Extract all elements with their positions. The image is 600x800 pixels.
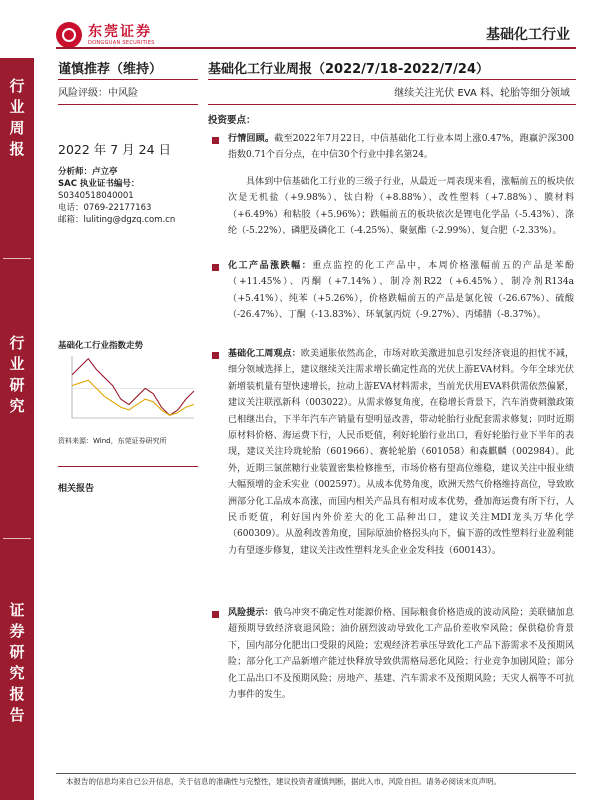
rating-title: 谨慎推荐（维持） [58,62,163,77]
chart-axes [72,356,194,418]
risk-divider [58,104,198,105]
bullet-icon [212,264,219,271]
report-date: 2022 年 7 月 24 日 [58,142,172,157]
chart-series-line-2 [72,380,194,415]
analyst-info [58,166,175,226]
sidebar-divider [3,258,31,259]
bullet-icon [212,137,219,144]
risk-warning-text: 俄乌冲突不确定性对能源价格、国际粮食价格造成的波动风险；美联储加息超预期导致经济衰退风险；油价剧烈波动导致化工产品价差收窄风险；保供稳价背景下，国内部分化肥出口受限的风险；宏观经济若承压导致化工产品下游需求不及预期风险；部分化工产品新增产能过快释放导致供需格局恶化风险；行业竞争加剧风险；部分化工品出口不及预期风险；房地产、基建、汽车需求不及预期风险；天灾人祸等不可抗力事件的发生。 [228,608,574,701]
report-subtitle: 继续关注光伏 EVA 料、轮胎等细分领域 [394,88,570,99]
weekly-view-lead: 基础化工周观点： [228,349,301,359]
bullet-icon [212,611,219,618]
industry-heading: 基础化工行业 [486,27,570,43]
product-change-text: 重点监控的化工产品中，本周价格涨幅前五的产品是苯酚（+11.45%）、丙酮（+7.14%）、制冷剂R22（+6.45%）、制冷剂R134a（+5.41%）、纯苯（+5.26%），价格跌幅前五的产品是氯化铵（-26.67%）、硫酸（-26.47%）、丁酮（-13.83%）、环氧氯丙烷（-9.27%）、丙烯腈（-8.37%）。 [228,261,574,321]
logo-name-en: DONGGUAN SECURITIES [88,40,155,46]
sac-label: SAC 执业证书编号： [58,179,140,189]
sidebar-label-research: 行 业 研 究 [9,334,25,415]
footer-divider [56,773,576,774]
market-review-paragraph [228,131,574,164]
chart-title: 基础化工行业指数走势 [58,341,144,351]
rating-divider [58,79,198,80]
sidebar-label-report: 证 券 研 究 报 告 [9,601,25,724]
logo-emblem-icon [56,22,82,48]
weekly-view-text: 欧美通胀依然高企，市场对欧美激进加息引发经济衰退的担忧不减，细分领域选择上，建议继续关注需求增长确定性高的光伏上游EVA材料。今年全球光伏新增装机量有望快速增长，拉动上游EVA材料需求，当前光伏用EVA料供需依然偏紧，建议关注联泓新科（003022）。从需求修复角度，在稳增长背景下，汽车消费刺激政策已相继出台，下半年汽车产销量有望明显改善，带动轮胎行业配套需求修复；同时近期原材料价格、海运费下行，人民币贬值，利好轮胎行业出口，看好轮胎行业下半年的表现，建议关注玲珑轮胎（601966）、赛轮轮胎（601058）和森麒麟（002984）。此外，近期三氯蔗糖行业装置密集检修推至，市场价格有望高位维稳，建议关注中报业绩大幅预增的金禾实业（002597）。从成本优势角度，欧洲天然气价格维持高位，导致欧洲部分化工品成本高涨，而国内相关产品具有相对成本优势，叠加海运费有所下行，人民币贬值，利好国内外价差大的化工品种出口，建议关注MDI龙头万华化学（600309）。从盈利改善角度，国际原油价格拐头向下，偏下游的改性塑料行业盈利能力有望逐步修复，建议关注改性塑料龙头企业金发科技（600143）。 [228,349,574,556]
product-change-lead: 化工产品涨跌幅： [228,261,313,271]
weekly-view-paragraph [228,346,574,559]
sidebar-label-weekly: 行 业 周 报 [9,77,25,158]
sub-industry-paragraph: 具体到中信基础化工行业的三级子行业，从最近一周表现来看，涨幅前五的板块依次是无机盐（+9.98%）、钛白粉（+8.88%）、改性塑料（+7.88%）、膜材料（+6.49%）和粘胶（+5.96%）；跌幅前五的板块依次是锂电化学品（-5.43%）、涤纶（-5.22%）、磷肥及磷化工（-4.25%）、聚氨酯（-2.99%）、复合肥（-2.33%）。 [228,177,574,237]
chart-source: 资料来源：Wind，东莞证券研究所 [58,437,167,445]
market-review-lead: 行情回顾。 [228,134,275,144]
footer-disclaimer: 本报告的信息均来自已公开信息，关于信息的准确性与完整性，建议投资者谨慎判断，据此入市，风险自担。请务必阅读末页声明。 [66,777,501,786]
header-divider [56,47,576,49]
risk-warning-paragraph [228,605,574,703]
logo-name-cn: 东莞证券 [88,24,152,40]
chart-divider [58,466,198,467]
analyst-phone: 电话：0769-22177163 [58,203,152,213]
subtitle-divider [208,104,576,105]
company-logo [56,22,155,48]
risk-warning-lead: 风险提示： [228,608,274,618]
sidebar-divider [3,538,31,539]
market-review-text: 截至2022年7月22日，中信基础化工行业本周上涨0.47%，跑赢沪深300指数0.71个百分点，在中信30个行业中排名第24。 [228,134,574,161]
analyst-email: 邮箱：luliting@dgzq.com.cn [58,215,176,225]
sac-number: S0340518040001 [58,191,134,201]
analyst-name: 分析师：卢立亭 [58,167,118,177]
key-points-heading: 投资要点： [208,115,256,126]
bullet-icon [212,352,219,359]
product-change-paragraph [228,258,574,324]
industry-index-chart [58,352,198,430]
risk-rating: 风险评级：中风险 [58,88,138,99]
title-divider [208,79,576,80]
related-reports-heading: 相关报告 [58,484,95,494]
report-title: 基础化工行业周报（2022/7/18-2022/7/24） [208,62,490,77]
